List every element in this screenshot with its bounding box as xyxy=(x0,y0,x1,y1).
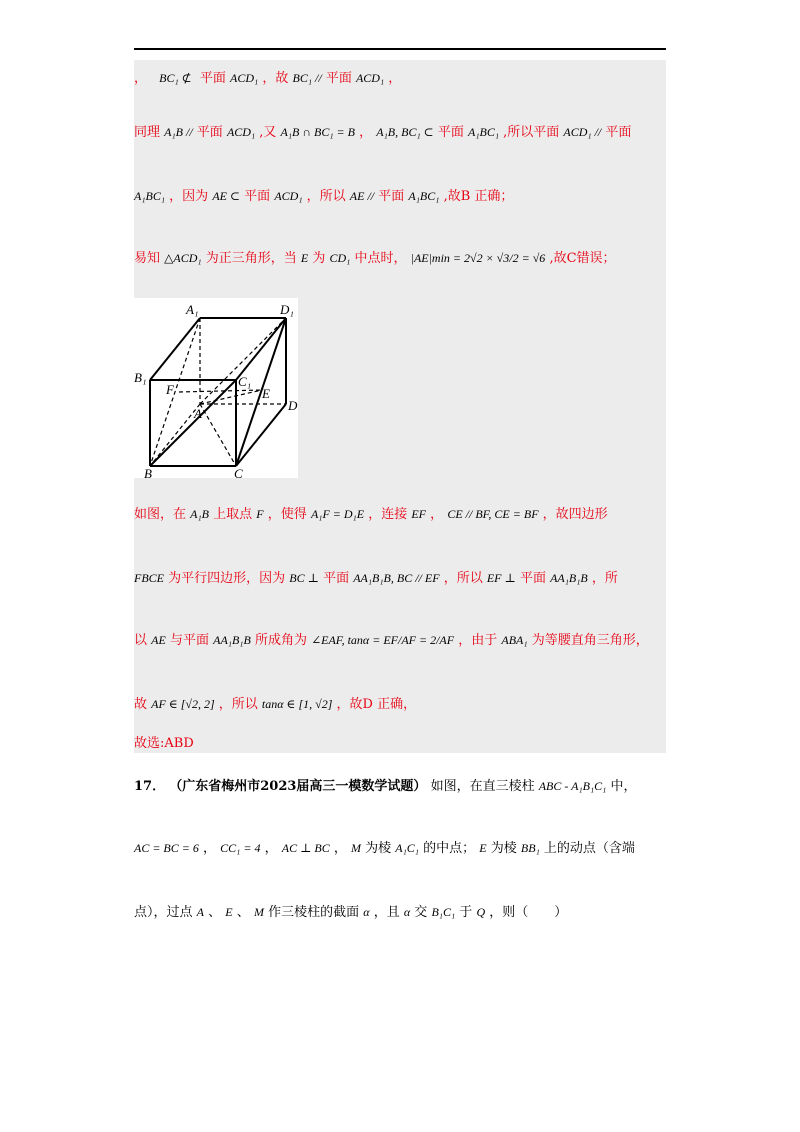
question-line-2 xyxy=(134,840,635,857)
text: 上的动点（含端 xyxy=(543,841,635,856)
text: 的中点； xyxy=(423,841,476,856)
text: 平面 xyxy=(244,189,271,204)
text: 为平行四边形，因为 xyxy=(168,571,286,586)
label-C1: C₁ xyxy=(238,374,252,389)
text: ，故四边形 xyxy=(542,507,608,522)
question-line-1 xyxy=(134,778,637,795)
math: BC₁ // xyxy=(292,71,322,85)
text: ， xyxy=(430,507,444,522)
math: M xyxy=(351,841,361,855)
math: F xyxy=(256,507,264,521)
math: M xyxy=(253,905,264,919)
text: ,所以平面 xyxy=(503,125,560,140)
text: 为正三角形，当 xyxy=(205,251,297,266)
text: ，故 xyxy=(262,71,289,86)
label-F: F xyxy=(166,382,174,397)
text: 于 xyxy=(459,905,473,920)
text: 易知 xyxy=(134,251,161,266)
math: ACD₁ xyxy=(274,189,303,203)
math: AA₁B₁B xyxy=(213,633,251,647)
text: 平面 xyxy=(325,71,352,86)
text: 、 xyxy=(208,905,222,920)
math: AE // xyxy=(349,189,375,203)
text: 中点时， xyxy=(354,251,407,266)
math: Q xyxy=(476,905,486,919)
text: 平面 xyxy=(323,571,350,586)
solution-line-4 xyxy=(134,250,616,267)
text: 作三棱柱的截面 xyxy=(268,905,360,920)
text: 故 xyxy=(134,697,148,712)
text: 上取点 xyxy=(213,507,253,522)
math: A₁C₁ xyxy=(395,841,419,855)
math: A₁B xyxy=(190,507,209,521)
math: A₁BC₁ xyxy=(134,189,166,203)
question-line-3 xyxy=(134,904,567,921)
math: AC = BC = 6 xyxy=(134,841,199,855)
solution-line-2 xyxy=(134,124,631,141)
header-rule xyxy=(134,48,666,50)
math: ACD₁ xyxy=(226,125,256,139)
solution-line-1 xyxy=(134,70,401,87)
label-B1: B₁ xyxy=(134,370,147,385)
text: 与平面 xyxy=(169,633,209,648)
math: AF ∈ [√2, 2] xyxy=(151,697,215,711)
math: CD₁ xyxy=(329,251,351,265)
math: EF xyxy=(411,507,427,521)
text: ， xyxy=(264,841,278,856)
text: ，所以 xyxy=(306,189,346,204)
math: A₁F = D₁E xyxy=(310,507,365,521)
math: BB₁ xyxy=(520,841,540,855)
text: 点），过点 xyxy=(134,905,193,920)
math: FBCE xyxy=(134,571,164,585)
text: 为棱 xyxy=(490,841,517,856)
math: ACD₁ // xyxy=(563,125,602,139)
text: 交 xyxy=(414,905,428,920)
math: AE ⊂ xyxy=(212,189,241,203)
text: ,又 xyxy=(259,125,277,140)
math: A₁B, BC₁ ⊂ xyxy=(376,125,434,139)
text: 同理 xyxy=(134,125,161,140)
math: BC₁ ⊄ xyxy=(159,71,192,85)
label-A1: A₁ xyxy=(186,302,199,317)
math: A₁BC₁ xyxy=(467,125,499,139)
text: ，则（ ） xyxy=(489,905,568,920)
text: ，所以 xyxy=(218,697,258,712)
text: ,故B 正确； xyxy=(443,189,514,204)
text: 平面 xyxy=(378,189,405,204)
text: 平面 xyxy=(199,71,226,86)
math: EF ⊥ xyxy=(486,571,516,585)
text: 如图，在直三棱柱 xyxy=(430,779,535,794)
math: E xyxy=(300,251,309,265)
answer-line: 故选:ABD xyxy=(134,736,194,751)
solution-line-7 xyxy=(134,632,649,649)
text: ，因为 xyxy=(169,189,209,204)
question-source: （广东省梅州市2023届高三一模数学试题） xyxy=(169,779,427,794)
math: CC₁ = 4 xyxy=(220,841,261,855)
label-E: E xyxy=(262,386,270,401)
text: ，所 xyxy=(591,571,618,586)
text: 以 xyxy=(134,633,148,648)
math: A₁BC₁ xyxy=(408,189,440,203)
text: ，故D 正确， xyxy=(336,697,417,712)
math: AE xyxy=(151,633,166,647)
text: 为 xyxy=(312,251,326,266)
text: ，连接 xyxy=(368,507,408,522)
label-A: A xyxy=(194,406,202,421)
question-number: 17． xyxy=(134,779,166,794)
math: ∠EAF, tanα = EF/AF = 2/AF xyxy=(311,633,455,647)
text: 平面 xyxy=(437,125,464,140)
text: ， xyxy=(134,71,148,86)
label-B: B xyxy=(144,466,152,478)
math: tanα ∈ [1, √2] xyxy=(261,697,333,711)
math: ACD₁ xyxy=(355,71,385,85)
math: ABC - A₁B₁C₁ xyxy=(538,779,607,793)
text: ，所以 xyxy=(443,571,483,586)
text: ，且 xyxy=(373,905,400,920)
text: 中， xyxy=(610,779,637,794)
math: ACD₁ xyxy=(230,71,259,85)
math: E xyxy=(479,841,487,855)
text: 如图，在 xyxy=(134,507,187,522)
cube-figure xyxy=(134,298,298,478)
math: A₁B ∩ BC₁ = B xyxy=(280,125,355,139)
text: ， xyxy=(333,841,347,856)
math: AC ⊥ BC xyxy=(281,841,330,855)
solution-line-8 xyxy=(134,696,416,713)
math: △ACD₁ xyxy=(164,251,202,265)
text: 平面 xyxy=(519,571,546,586)
math: AA₁B₁B xyxy=(550,571,588,585)
text: 为棱 xyxy=(365,841,392,856)
text: ,故C错误； xyxy=(549,251,616,266)
text: 、 xyxy=(236,905,250,920)
math: α xyxy=(403,905,411,919)
math: CE // BF, CE = BF xyxy=(447,507,539,521)
text: ， xyxy=(388,71,402,86)
math: AA₁B₁B, BC // EF xyxy=(353,571,440,585)
solution-line-5 xyxy=(134,506,608,523)
text: 为等腰直角三角形， xyxy=(531,633,649,648)
text: ，使得 xyxy=(267,507,307,522)
text: ，由于 xyxy=(458,633,498,648)
solution-line-3 xyxy=(134,188,513,205)
label-D1: D₁ xyxy=(280,302,294,317)
text: 平面 xyxy=(196,125,223,140)
text: ， xyxy=(203,841,217,856)
label-D: D xyxy=(288,398,298,413)
cube-diagram xyxy=(134,298,298,478)
text: 平面 xyxy=(605,125,632,140)
math: B₁C₁ xyxy=(431,905,456,919)
math: BC ⊥ xyxy=(289,571,319,585)
label-C: C xyxy=(234,466,243,478)
text: ， xyxy=(359,125,373,140)
math: A xyxy=(196,905,204,919)
math: α xyxy=(363,905,370,919)
text: 所成角为 xyxy=(254,633,307,648)
math: |AE|min = 2√2 × √3/2 = √6 xyxy=(410,251,546,265)
math: ABA₁ xyxy=(501,633,528,647)
math: E xyxy=(225,905,233,919)
solution-line-6 xyxy=(134,570,618,587)
math: A₁B // xyxy=(164,125,193,139)
